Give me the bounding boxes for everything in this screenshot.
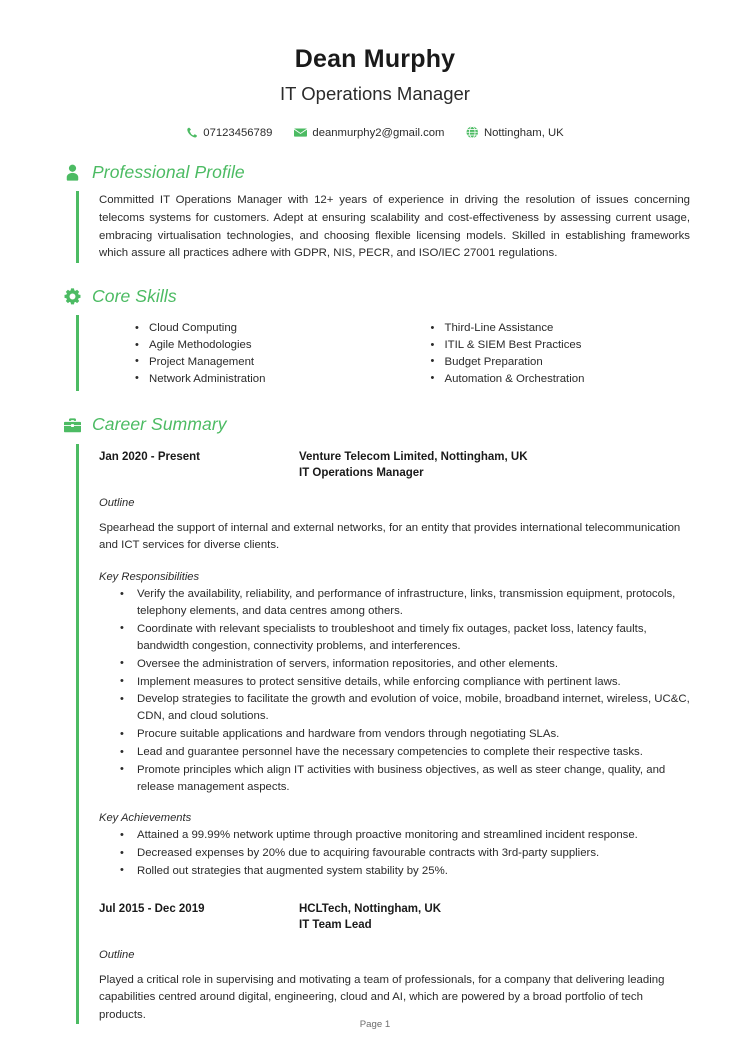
contact-email[interactable] [294, 126, 444, 139]
contact-email-text: deanmurphy2@gmail.com [312, 126, 445, 139]
core-skills-column-left [99, 320, 395, 387]
responsibility-item-list [99, 586, 690, 796]
job-dates: Jul 2015 - Dec 2019 [99, 902, 205, 915]
page-number-label: Page 1 [359, 1019, 391, 1030]
contact-location-text: Nottingham, UK [483, 126, 564, 139]
core-skills-column-right [395, 320, 691, 387]
responsibility-item: • Coordinate with relevant specialists to troubleshoot and timely fix outages, packet loss, latency faults, bandwidth congestion, connectivity problems, and interferences. [99, 621, 690, 655]
career-summary-block [76, 444, 690, 1024]
professional-profile-text: Committed IT Operations Manager with 12+ years of experience in driving the resolution of issues concerning telecoms systems for customers. Adept at ensuring scalability and cost-effectiveness by assessing current usage, embracing virtualisation technologies, and choosing flexible licensing models. Skilled in establishing frameworks which assure all practices adhere with GDPR, NIS, PECR, and ISO/IEC 27001 regulations. [99, 194, 690, 260]
responsibility-item: • Procure suitable applications and hardware from vendors through negotiating SLAs. [99, 726, 690, 743]
skill-item: • Automation & Orchestration [431, 371, 691, 388]
skill-item: • Cloud Computing [135, 320, 395, 337]
contact-location[interactable] [466, 126, 563, 139]
section-header-career-summary [60, 415, 690, 434]
section-title-core-skills: Core Skills [92, 286, 177, 307]
responsibility-item: • Verify the availability, reliability, and performance of infrastructure, links, transmission equipment, protocols, telephony elements, and data centres among others. [99, 586, 690, 620]
skill-item: • Project Management [135, 354, 395, 371]
job-employer-block [299, 901, 690, 934]
section-title-professional-profile: Professional Profile [92, 162, 245, 183]
section-header-professional-profile [60, 163, 690, 182]
person-icon [64, 164, 81, 181]
achievement-item: • Rolled out strategies that augmented system stability by 25%. [99, 863, 690, 880]
jobs-container [99, 444, 690, 1024]
globe-icon [466, 126, 479, 139]
key-responsibilities-label: Key Responsibilities [99, 570, 200, 583]
contact-phone-text: 07123456789 [203, 126, 273, 139]
achievement-item: • Attained a 99.99% network uptime through proactive monitoring and streamlined incident response. [99, 827, 690, 844]
achievement-item: • Decreased expenses by 20% due to acquiring favourable contracts with 3rd-party suppliers. [99, 845, 690, 862]
responsibility-item: • Implement measures to protect sensitive details, while enforcing compliance with pertinent laws. [99, 674, 690, 691]
job-outline-text: Played a critical role in supervising and motivating a team of professionals, for a company that delivering leading capabilities centred around digital, engineering, cloud and AI, which are powered by a broad portfolio of tech products. [99, 974, 665, 1021]
core-skills-block [76, 315, 690, 391]
skill-item: • Budget Preparation [431, 354, 691, 371]
contact-phone[interactable] [186, 127, 272, 139]
phone-icon [186, 127, 198, 139]
job-role: IT Team Lead [299, 919, 372, 932]
key-achievements-label: Key Achievements [99, 811, 192, 824]
job-entry [99, 880, 690, 1024]
responsibility-item: • Develop strategies to facilitate the growth and evolution of voice, mobile, broadband internet, wireless, UC&C, CDN, and cloud solutions. [99, 691, 690, 725]
responsibility-item: • Oversee the administration of servers, information repositories, and other elements. [99, 656, 690, 673]
job-header [99, 449, 690, 482]
achievement-item-list [99, 827, 690, 880]
resume-header [60, 44, 690, 139]
job-entry [99, 444, 690, 880]
job-outline-text: Spearhead the support of internal and external networks, for an entity that provides international telecommunication and ICT services for diverse clients. [99, 521, 681, 552]
job-role: IT Operations Manager [299, 467, 424, 480]
skill-item: • Network Administration [135, 371, 395, 388]
job-dates: Jan 2020 - Present [99, 450, 201, 463]
responsibility-item: • Promote principles which align IT activities with business objectives, as well as steer change, quality, and release management aspects. [99, 762, 690, 796]
briefcase-icon [64, 417, 81, 434]
section-header-core-skills [60, 287, 690, 306]
job-header [99, 901, 690, 934]
outline-label: Outline [99, 497, 135, 510]
section-title-career-summary: Career Summary [92, 414, 227, 435]
gear-icon [64, 288, 81, 305]
contact-row [60, 126, 690, 139]
skill-item: • Third-Line Assistance [431, 320, 691, 337]
job-company: Venture Telecom Limited, Nottingham, UK [299, 450, 528, 463]
responsibility-item: • Lead and guarantee personnel have the necessary competencies to complete their respective tasks. [99, 744, 690, 761]
skill-item: • Agile Methodologies [135, 337, 395, 354]
job-company: HCLTech, Nottingham, UK [299, 902, 442, 915]
envelope-icon [294, 126, 307, 139]
skill-item: • ITIL & SIEM Best Practices [431, 337, 691, 354]
page-footer [0, 1019, 750, 1030]
core-skills-columns [99, 315, 690, 391]
candidate-name: Dean Murphy [294, 45, 456, 73]
professional-profile-block [76, 191, 690, 263]
outline-label: Outline [99, 949, 135, 962]
job-employer-block [299, 449, 690, 482]
candidate-job-title: IT Operations Manager [280, 83, 470, 104]
